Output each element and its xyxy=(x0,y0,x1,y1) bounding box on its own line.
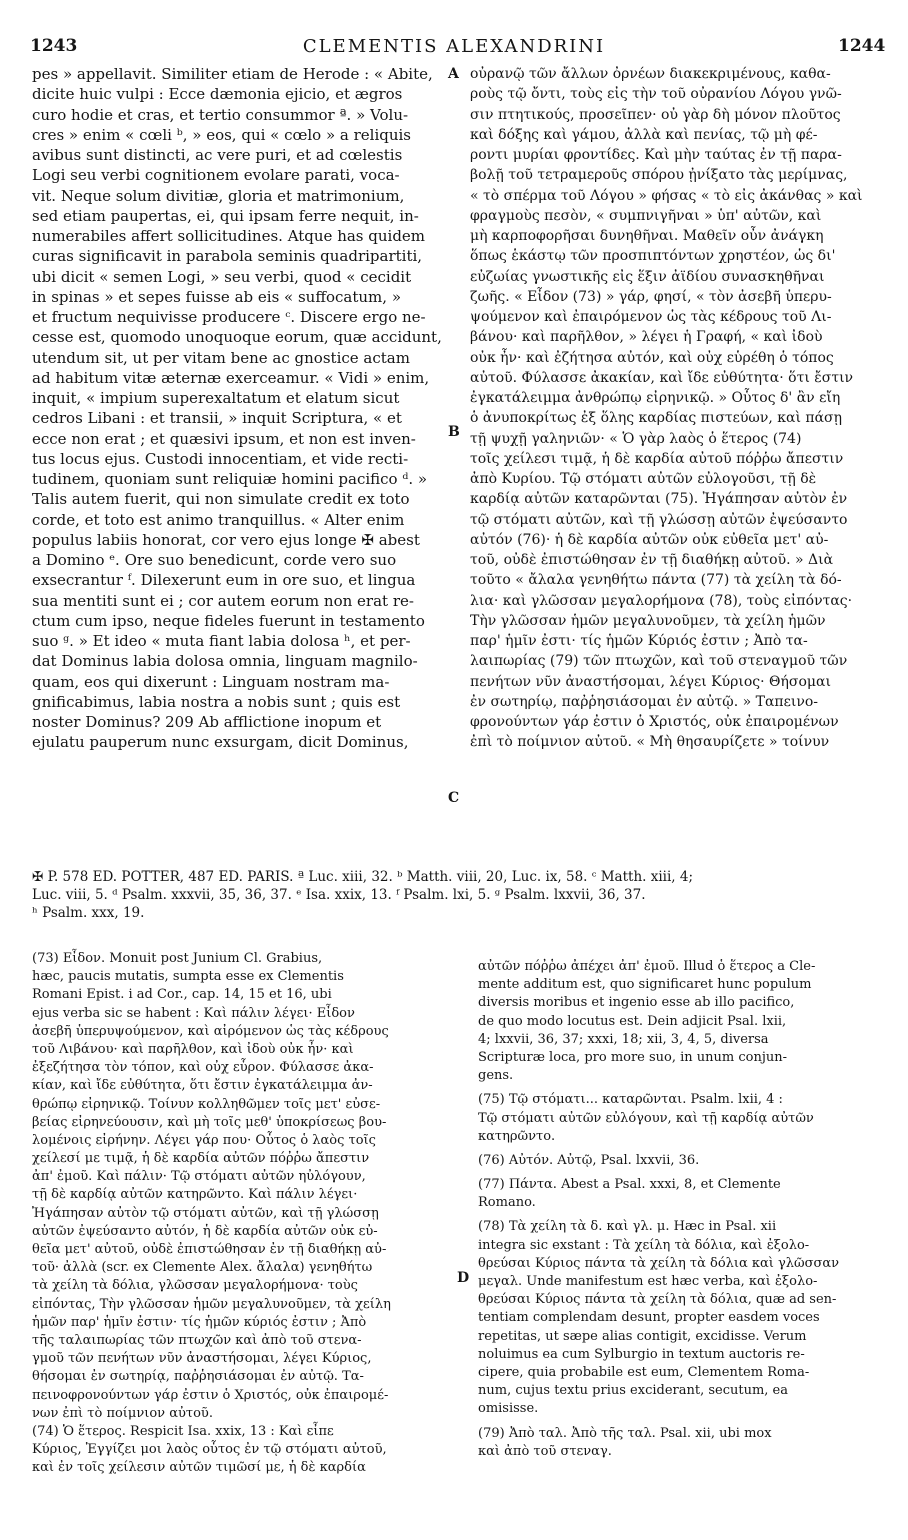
text-line: τοῖς χείλεσι τιμᾷ, ἡ δὲ καρδία αὐτοῦ πόῤῥω ἄπεστιν xyxy=(470,450,844,467)
text-line: σιν πτητικούς, προσεῖπεν· οὐ γὰρ δὴ μόνον πλοῦτος xyxy=(470,106,841,123)
note-line: cipere, quia probabile est eum, Clementem Roma- xyxy=(478,1364,810,1380)
text-line: βολῇ τοῦ τετραμεροῦς σπόρου ᾐνίξατο τὰς μερίμνας, xyxy=(470,167,848,184)
text-line: ecce non erat ; et quæsivi ipsum, et non est inven- xyxy=(32,429,416,448)
note-line: ἡμῶν παρ' ἡμῖν ἐστιν· τίς ἡμῶν κύριός ἐστιν ; Ἀπὸ xyxy=(32,1314,367,1330)
text-line: βάνου· καὶ παρῆλθον, » λέγει ἡ Γραφή, « καὶ ἰδοὺ xyxy=(470,329,823,346)
running-title: CLEMENTIS ALEXANDRINI xyxy=(302,36,606,57)
note-line: (75) Τῷ στόματι... καταρῶνται. Psalm. lxii, 4 : xyxy=(478,1092,783,1108)
margin-letter-d: D xyxy=(457,1270,470,1286)
text-line: ροντι μυρίαι φροντίδες. Καὶ μὴν ταύτας ἐν τῇ παρα- xyxy=(470,147,842,163)
text-line: ὁ ἀνυποκρίτως ἐξ ὅλης καρδίας πιστεύων, καὶ πάσῃ xyxy=(470,410,842,427)
note-line: Scripturæ loca, pro more suo, in unum conjun- xyxy=(478,1049,788,1065)
text-line: ὅπως ἑκάστῳ τῶν προσπιπτόντων χρηστέον, ὡς δι' xyxy=(470,248,836,265)
note-line: θρεύσαι Κύριος πάντα τὰ χείλη τὰ δόλια, quæ ad sen- xyxy=(478,1292,837,1308)
note-line: θρεύσαι Κύριος πάντα τὰ χείλη τὰ δόλια καὶ γλῶσσαν xyxy=(478,1255,840,1271)
note-line: μεγαλ. Unde manifestum est hæc verba, καὶ ἐξολο- xyxy=(478,1274,818,1289)
text-line: noster Dominus? 209 Ab afflictione inopum et xyxy=(32,713,382,731)
text-line: curo hodie et cras, et tertio consummor ª. » Volu- xyxy=(32,105,409,124)
text-line: corde, et toto est animo tranquillus. « Alter enim xyxy=(32,510,405,529)
note-line: (74) Ὁ ἕτερος. Respicit Isa. xxix, 13 : Καὶ εἶπε xyxy=(32,1423,334,1439)
note-line: Romani Epist. i ad Cor., cap. 14, 15 et 16, ubi xyxy=(32,987,332,1003)
text-line: a Domino ᵉ. Ore suo benedicunt, corde vero suo xyxy=(32,551,397,569)
note-line: ἀσεβῆ ὑπερυψούμενον, καὶ αἰρόμενον ὡς τὰς κέδρους xyxy=(32,1023,389,1039)
note-line: καὶ ἀπὸ τοῦ στεναγ. xyxy=(478,1443,612,1459)
text-line: « τὸ σπέρμα τοῦ Λόγου » φήσας « τὸ εἰς ἀκάνθας » καὶ xyxy=(470,187,863,204)
latin-text-column xyxy=(32,64,442,864)
text-line: inquit, « impium superexaltatum et elatum sicut xyxy=(32,389,400,407)
note-line: κίαν, καὶ ἴδε εὐθύτητα, ὅτι ἔστιν ἐγκατάλειμμα ἀν- xyxy=(32,1078,373,1094)
text-line: Talis autem fuerit, qui non simulate credit ex toto xyxy=(32,490,410,509)
text-line: gnificabimus, labia nostra a nobis sunt ; quis est xyxy=(32,692,401,711)
text-line: ἐν σωτηρίῳ, παῤῥησιάσομαι ἐν αὐτῷ. » Ταπεινο- xyxy=(470,693,819,710)
note-line: ejus verba sic se habent : Καὶ πάλιν λέγει· Εἶδον xyxy=(32,1005,355,1021)
text-line: pes » appellavit. Similiter etiam de Herode : « Abite, xyxy=(32,65,433,83)
page-header xyxy=(0,0,908,60)
text-line: cesse est, quomodo unoquoque eorum, quæ accidunt, xyxy=(32,328,442,347)
note-line: tentiam complendam desunt, propter easdem voces xyxy=(478,1310,820,1326)
text-line: φραγμοὺς πεσὸν, « συμπνιγῆναι » ὑπ' αὐτῶν, καὶ xyxy=(470,207,822,224)
note-line: integra sic exstant : Τὰ χείλη τὰ δόλια, καὶ ἐξολο- xyxy=(478,1237,810,1253)
text-line: ejulatu pauperum nunc exsurgam, dicit Dominus, xyxy=(32,733,409,752)
text-line: sed etiam paupertas, ei, qui ipsam ferre nequit, in- xyxy=(32,206,419,225)
text-line: curas significavit in parabola seminis quadripartiti, xyxy=(32,247,423,266)
note-line: νων ἐπὶ τὸ ποίμνιον αὐτοῦ. xyxy=(32,1405,213,1421)
note-line: ἀπ' ἐμοῦ. Καὶ πάλιν· Τῷ στόματι αὐτῶν ηὐλόγουν, xyxy=(32,1169,366,1185)
note-line: (77) Πάντα. Abest a Psal. xxxi, 8, et Clemente xyxy=(478,1177,781,1193)
text-line: vit. Neque solum divitiæ, gloria et matrimonium, xyxy=(32,186,405,205)
page-number-right: 1244 xyxy=(838,36,886,56)
text-line: cedros Libani : et transii, » inquit Scriptura, « et xyxy=(32,409,402,428)
text-line: ad habitum vitæ æternæ exerceamur. « Vidi » enim, xyxy=(32,368,430,387)
text-line: sua mentiti sunt ei ; cor autem eorum non erat re- xyxy=(32,591,414,610)
note-line: (78) Τὰ χείλη τὰ δ. καὶ γλ. μ. Hæc in Psal. xii xyxy=(478,1219,777,1235)
note-line: hæc, paucis mutatis, sumpta esse ex Clementis xyxy=(32,969,344,985)
note-line: (76) Αὐτόν. Αὐτῷ, Psal. lxxvii, 36. xyxy=(478,1152,700,1168)
text-line: τοῦτο « ἄλαλα γενηθήτω πάντα (77) τὰ χείλη τὰ δό- xyxy=(470,572,842,589)
text-line: suo ᵍ. » Et ideo « muta fiant labia dolosa ʰ, et per- xyxy=(32,632,411,650)
text-line: et fructum nequivisse producere ᶜ. Discere ergo ne- xyxy=(32,308,426,326)
footnote-line: ʰ Psalm. xxx, 19. xyxy=(32,905,145,921)
text-line: τοῦ, οὐδὲ ἐπιστώθησαν ἐν τῇ διαθήκῃ αὐτοῦ. » Διὰ xyxy=(470,552,834,568)
note-line: θεῖα μετ' αὐτοῦ, οὐδὲ ἐπιστώθησαν ἐν τῇ διαθήκῃ αὐ- xyxy=(32,1242,387,1257)
footnote-line: Luc. viii, 5. ᵈ Psalm. xxxvii, 35, 36, 37. ᵉ Isa. xxix, 13. ᶠ Psalm. lxi, 5. ᵍ Psalm. lxxvii, 36, 37. xyxy=(32,887,646,903)
text-line: τῷ στόματι αὐτῶν, καὶ τῇ γλώσσῃ αὐτῶν ἐψεύσαντο xyxy=(470,511,848,528)
margin-letter-a: A xyxy=(448,66,459,82)
text-line: καρδίᾳ αὐτῶν καταρῶνται (75). Ἠγάπησαν αὐτὸν ἐν xyxy=(470,491,848,508)
note-line: Κύριος, Ἐγγίζει μοι λαὸς οὗτος ἐν τῷ στόματι αὐτοῦ, xyxy=(32,1442,387,1458)
text-line: ζωῆς. « Εἶδον (73) » γάρ, φησί, « τὸν ἀσεβῆ ὑπερυ- xyxy=(470,288,832,305)
text-line: populus labiis honorat, cor vero ejus longe ✠ abest xyxy=(32,530,420,549)
note-line: diversis moribus et ingenio esse ab illo pacifico, xyxy=(478,995,795,1011)
note-line: num, cujus textu prius exciderant, secutum, ea xyxy=(478,1383,789,1399)
note-line: gens. xyxy=(478,1068,514,1084)
note-line: 4; lxxvii, 36, 37; xxxi, 18; xii, 3, 4, 5, diversa xyxy=(478,1031,769,1047)
note-line: καὶ ἐν τοῖς χείλεσιν αὐτῶν τιμῶσί με, ἡ δὲ καρδία xyxy=(32,1460,366,1476)
text-line: μὴ καρποφορῆσαι δυνηθῆναι. Μαθεῖν οὖν ἀνάγκη xyxy=(470,228,824,244)
text-line: εὐζωίας γνωστικῆς εἰς ἕξιν ἀϊδίου συνασκηθῆναι xyxy=(470,268,825,285)
critical-notes-left xyxy=(32,950,458,1530)
critical-notes-right xyxy=(478,958,878,1459)
greek-text-column xyxy=(470,64,878,864)
text-line: dat Dominus labia dolosa omnia, linguam magnilo- xyxy=(32,652,418,671)
text-line: ἐγκατάλειμμα ἀνθρώπῳ εἰρηνικῷ. » Οὗτος δ' ἂν εἴη xyxy=(470,390,841,406)
note-line: αὐτῶν πόῤῥω ἀπέχει ἀπ' ἐμοῦ. Illud ὁ ἕτερος a Cle- xyxy=(478,959,816,974)
margin-letter-c: C xyxy=(448,790,460,806)
note-line: de quo modo locutus est. Dein adjicit Psal. lxii, xyxy=(478,1013,787,1029)
text-line: in spinas » et sepes fuisse ab eis « suffocatum, » xyxy=(32,287,401,306)
margin-letter-b: B xyxy=(448,424,460,440)
note-line: γμοῦ τῶν πενήτων νῦν ἀναστήσομαι, λέγει Κύριος, xyxy=(32,1351,372,1367)
note-line: κατηρῶντο. xyxy=(478,1128,556,1144)
note-line: τοῦ Λιβάνου· καὶ παρῆλθον, καὶ ἰδοὺ οὐκ ἦν· καὶ xyxy=(32,1041,354,1057)
note-line: τὰ χείλη τὰ δόλια, γλῶσσαν μεγαλορήμονα· τοὺς xyxy=(32,1278,358,1294)
text-line: ἐπὶ τὸ ποίμνιον αὐτοῦ. « Μὴ θησαυρίζετε » τοίνυν xyxy=(470,734,830,751)
note-line: τοῦ· ἀλλὰ (scr. ex Clemente Alex. ἄλαλα) γενηθήτω xyxy=(32,1260,373,1276)
text-line: οὐκ ἦν· καὶ ἐζήτησα αὐτόν, καὶ οὐχ εὑρέθη ὁ τόπος xyxy=(470,349,834,366)
text-line: ψούμενον καὶ ἐπαιρόμενον ὡς τὰς κέδρους τοῦ Λι- xyxy=(470,309,832,325)
note-line: βείας εἰρηνεύουσιν, καὶ μὴ τοῖς μεθ' ὑποκρίσεως βου- xyxy=(32,1114,387,1130)
note-line: Τῷ στόματι αὐτῶν εὐλόγουν, καὶ τῇ καρδίᾳ αὐτῶν xyxy=(478,1110,814,1126)
note-line: repetitas, ut sæpe alias contigit, excidisse. Verum xyxy=(478,1328,807,1344)
note-line: εἰπόντας, Τὴν γλῶσσαν ἡμῶν μεγαλυνοῦμεν, τὰ χείλη xyxy=(32,1296,391,1312)
text-line: λαιπωρίας (79) τῶν πτωχῶν, καὶ τοῦ στεναγμοῦ τῶν xyxy=(470,653,848,670)
text-line: ροὺς τῷ ὄντι, τοὺς εἰς τὴν τοῦ οὐρανίου Λόγου γνῶ- xyxy=(470,86,842,103)
note-line: τῇ δὲ καρδίᾳ αὐτῶν κατηρῶντο. Καὶ πάλιν λέγει· xyxy=(32,1187,358,1203)
note-line: ἐξεζήτησα τὸν τόπον, καὶ οὐχ εὗρον. Φύλασσε ἀκα- xyxy=(32,1060,374,1076)
text-line: φρονούντων γάρ ἐστιν ὁ Χριστός, οὐκ ἐπαιρομένων xyxy=(470,714,839,730)
text-line: quam, eos qui dixerunt : Linguam nostram ma- xyxy=(32,672,390,691)
text-line: καὶ δόξης καὶ γάμου, ἀλλὰ καὶ πενίας, τῷ μὴ φέ- xyxy=(470,126,818,143)
note-line: χείλεσί με τιμᾷ, ἡ δὲ καρδία αὐτῶν πόῤῥω ἄπεστιν xyxy=(32,1151,370,1167)
text-line: τῇ ψυχῇ γαληνιῶν· « Ὁ γὰρ λαὸς ὁ ἕτερος (74) xyxy=(470,430,802,447)
note-line: αὐτῶν ἐψεύσαντο αὐτόν, ἡ δὲ καρδία αὐτῶν οὐκ εὐ- xyxy=(32,1223,378,1239)
text-line: tudinem, quoniam sunt reliquiæ homini pacifico ᵈ. » xyxy=(32,470,428,488)
text-line: tus locus ejus. Custodi innocentiam, et vide recti- xyxy=(32,449,409,468)
note-line: Romano. xyxy=(478,1195,536,1211)
note-line: λομένοις εἰρήνην. Λέγει γάρ που· Οὗτος ὁ λαὸς τοῖς xyxy=(32,1132,376,1148)
note-line: θρώπῳ εἰρηνικῷ. Τοίνυν κολληθῶμεν τοῖς μετ' εὐσε- xyxy=(32,1096,381,1112)
text-line: αὐτόν (76)· ἡ δὲ καρδία αὐτῶν οὐκ εὐθεῖα μετ' αὐ- xyxy=(470,531,829,548)
text-line: πενήτων νῦν ἀναστήσομαι, λέγει Κύριος· Θήσομαι xyxy=(470,673,831,690)
note-line: noluimus ea cum Sylburgio in textum auctoris re- xyxy=(478,1346,805,1362)
text-line: cres » enim « cœli ᵇ, » eos, qui « cœlo » a reliquis xyxy=(32,125,412,144)
note-line: (79) Ἀπὸ ταλ. Ἀπὸ τῆς ταλ. Psal. xii, ubi mox xyxy=(478,1425,772,1441)
note-line: mente additum est, quo significaret hunc populum xyxy=(478,977,812,993)
text-line: ctum cum ipso, neque fideles fuerunt in testamento xyxy=(32,611,425,630)
scripture-footnotes xyxy=(32,868,878,938)
note-line: τῆς ταλαιπωρίας τῶν πτωχῶν καὶ ἀπὸ τοῦ στενα- xyxy=(32,1332,362,1348)
text-line: dicite huic vulpi : Ecce dæmonia ejicio, et ægros xyxy=(32,85,403,104)
text-line: avibus sunt distincti, ac vere puri, et ad cœlestis xyxy=(32,146,403,164)
note-line: (73) Εἶδον. Monuit post Junium Cl. Grabius, xyxy=(32,951,323,966)
text-line: numerabiles affert sollicitudines. Atque has quidem xyxy=(32,227,426,245)
text-line: Logi seu verbi cognitionem evolare parati, voca- xyxy=(32,166,400,185)
text-line: ubi dicit « semen Logi, » seu verbi, quod « cecidit xyxy=(32,267,412,286)
text-line: ἀπὸ Κυρίου. Τῷ στόματι αὐτῶν εὐλογοῦσι, τῇ δὲ xyxy=(470,471,817,487)
note-line: Ἠγάπησαν αὐτὸν τῷ στόματι αὐτῶν, καὶ τῇ γλώσσῃ xyxy=(32,1205,379,1221)
text-line: οὐρανῷ τῶν ἄλλων ὀρνέων διακεκριμένους, καθα- xyxy=(470,66,831,82)
footnote-line: ✠ P. 578 ED. POTTER, 487 ED. PARIS. ª Luc. xiii, 32. ᵇ Matth. viii, 20, Luc. ix, 58. ᶜ Matth. xiii, 4; xyxy=(32,869,694,885)
text-line: utendum sit, ut per vitam bene ac gnostice actam xyxy=(32,348,410,367)
text-line: λια· καὶ γλῶσσαν μεγαλορήμονα (78), τοὺς εἰπόντας· xyxy=(470,592,853,609)
text-line: παρ' ἡμῖν ἐστι· τίς ἡμῶν Κύριός ἐστιν ; Ἀπὸ τα- xyxy=(470,633,808,649)
note-line: omisisse. xyxy=(478,1401,539,1417)
note-line: θήσομαι ἐν σωτηρίᾳ, παῤῥησιάσομαι ἐν αὐτῷ. Τα- xyxy=(32,1369,364,1385)
text-line: exsecrantur ᶠ. Dilexerunt eum in ore suo, et lingua xyxy=(32,571,416,590)
note-line: πεινοφρονούντων γάρ ἐστιν ὁ Χριστός, οὐκ ἐπαιρομέ- xyxy=(32,1387,389,1403)
text-line: αὐτοῦ. Φύλασσε ἀκακίαν, καὶ ἴδε εὐθύτητα· ὅτι ἔστιν xyxy=(470,369,854,386)
text-line: Τὴν γλῶσσαν ἡμῶν μεγαλυνοῦμεν, τὰ χείλη ἡμῶν xyxy=(470,612,826,629)
page-number-left: 1243 xyxy=(30,36,78,56)
